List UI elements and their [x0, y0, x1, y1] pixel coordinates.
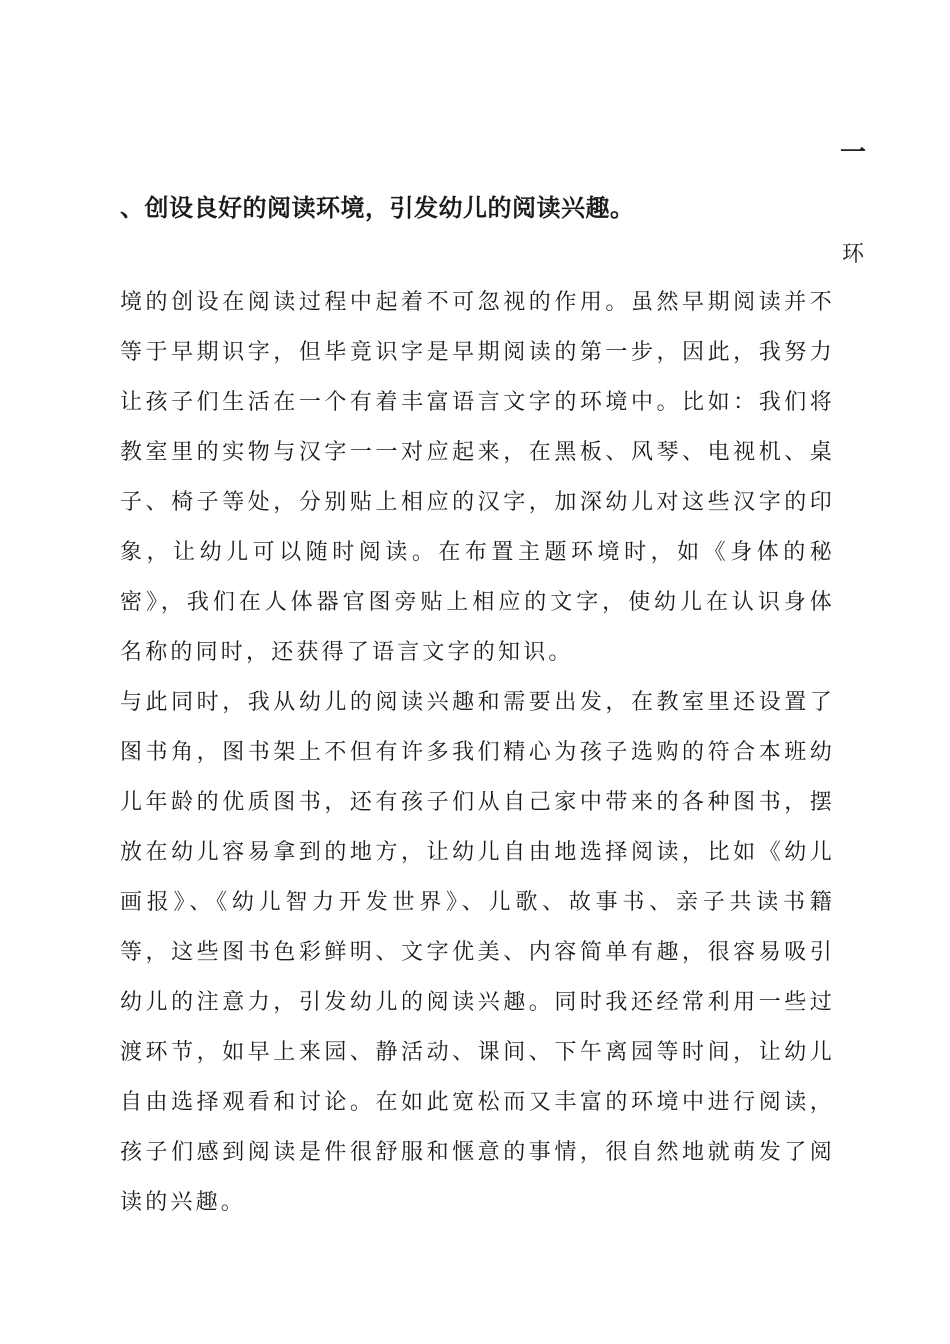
paragraph-lead-char: 环: [842, 242, 865, 267]
heading-number-marker: 一: [840, 138, 867, 168]
body-paragraph-environment: 境的创设在阅读过程中起着不可忽视的作用。虽然早期阅读并不等于早期识字，但毕竟识字是早期阅读的第一步，因此，我努力让孩子们生活在一个有着丰富语言文字的环境中。比如：我们将教室里的实物与汉字一一对应起来，在黑板、风琴、电视机、桌子、椅子等处，分别贴上相应的汉字，加深幼儿对这些汉字的印象，让幼儿可以随时阅读。在布置主题环境时，如《身体的秘密》，我们在人体器官图旁贴上相应的文字，使幼儿在认识身体名称的同时，还获得了语言文字的知识。: [120, 290, 835, 665]
section-heading: 、创设良好的阅读环境，引发幼儿的阅读兴趣。: [120, 193, 635, 222]
body-paragraph-reading-corner: 与此同时，我从幼儿的阅读兴趣和需要出发，在教室里还设置了图书角，图书架上不但有许多我们精心为孩子选购的符合本班幼儿年龄的优质图书，还有孩子们从自己家中带来的各种图书，摆放在幼儿容易拿到的地方，让幼儿自由地选择阅读，比如《幼儿画报》、《幼儿智力开发世界》、儿歌、故事书、亲子共读书籍等，这些图书色彩鲜明、文字优美、内容简单有趣，很容易吸引幼儿的注意力，引发幼儿的阅读兴趣。同时我还经常利用一些过渡环节，如早上来园、静活动、课间、下午离园等时间，让幼儿自由选择观看和讨论。在如此宽松而又丰富的环境中进行阅读，孩子们感到阅读是件很舒服和惬意的事情，很自然地就萌发了阅读的兴趣。: [120, 690, 835, 1215]
